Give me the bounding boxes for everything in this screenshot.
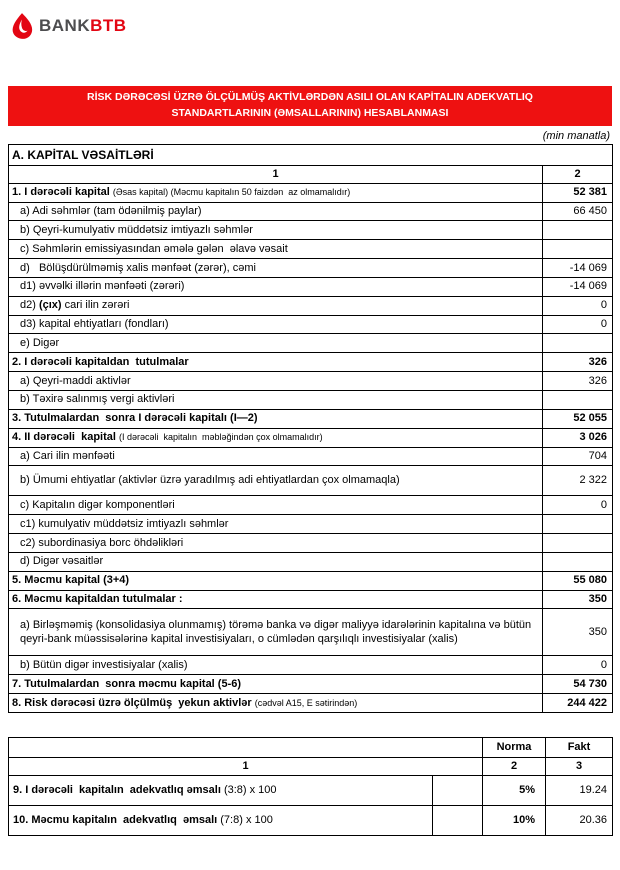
adequacy-table-body [9,737,613,835]
empty-cell [433,775,483,805]
row-label [9,390,543,409]
row-label [9,775,433,805]
table-row [9,675,613,694]
row-value: 2 322 [543,466,613,496]
row-value: 54 730 [543,675,613,694]
row-label-rest: (Əsas kapital) (Məcmu kapitalın 50 faizdən az olmamalıdır) [112,187,351,198]
row-label [9,447,543,466]
row-label-strong: 9. I dərəcəli kapitalın adekvatlıq əmsalı [13,783,224,796]
table-row [9,259,613,278]
table-row [9,296,613,315]
row-label [9,240,543,259]
row-label-plain: a) Adi səhmlər (tam ödənilmiş paylar) [20,205,202,218]
fakt-header: Fakt [546,737,613,757]
row-label-plain: c) Səhmlərin emissiyasından əmələ gələn əlavə vəsait [20,242,288,255]
table-row [9,390,613,409]
row-label-plain: d2) [20,299,39,312]
row-label-strong: 10. Məcmu kapitalın adekvatlıq əmsalı [13,813,221,826]
row-label [9,534,543,553]
adequacy-header-row [9,737,613,757]
row-value: 0 [543,656,613,675]
row-label-strong: (çıx) [38,299,62,312]
row-label [9,656,543,675]
row-value [543,240,613,259]
table-row [9,409,613,428]
row-label-plain: b) Bütün digər investisiyalar (xalis) [20,658,188,671]
row-label-rest: (I dərəcəli kapitalın məbləğindən çox olmamalıdır) [119,432,323,443]
table-row [9,590,613,609]
table-row [9,571,613,590]
row-value: 55 080 [543,571,613,590]
row-value: 52 055 [543,409,613,428]
row-label-rest: cari ilin zərəri [61,299,130,312]
row-label [9,296,543,315]
capital-table-body [9,144,613,712]
section-title: A. KAPİTAL VƏSAİTLƏRİ [9,144,613,165]
row-label-plain: b) Təxirə salınmış vergi aktivləri [20,393,175,406]
row-label-plain: c) Kapitalın digər komponentləri [20,498,175,511]
row-label [9,315,543,334]
flame-icon [10,12,34,40]
table-row [9,447,613,466]
row-label [9,694,543,713]
row-label-plain: a) Qeyri-maddi aktivlər [20,374,131,387]
norma-value: 5% [483,775,546,805]
row-label [9,221,543,240]
row-label-plain: b) Qeyri-kumulyativ müddətsiz imtiyazlı səhmlər [20,223,253,236]
row-label [9,353,543,372]
row-label-plain: c1) kumulyativ müddətsiz imtiyazlı səhmlər [20,517,229,530]
table-row [9,805,613,835]
bank-logo [10,10,612,42]
table-row [9,694,613,713]
row-value: 0 [543,496,613,515]
row-label-plain: d3) kapital ehtiyatları (fondları) [20,318,169,331]
fakt-value: 19.24 [546,775,613,805]
table-row [9,534,613,553]
row-value: 52 381 [543,183,613,202]
row-label-strong: 7. Tutulmalardan sonra məcmu kapital (5-6) [12,677,242,690]
row-label [9,552,543,571]
row-label [9,334,543,353]
table-row [9,466,613,496]
column-header-1: 1 [9,165,543,183]
table-row [9,315,613,334]
capital-table [8,144,613,713]
row-label [9,428,543,447]
colnum-3: 3 [546,757,613,775]
adequacy-table [8,737,613,836]
table-row [9,515,613,534]
row-label [9,805,433,835]
row-label [9,259,543,278]
row-label-rest: (3:8) x 100 [223,783,277,796]
row-value: 0 [543,315,613,334]
table-row [9,775,613,805]
unit-note: (min manatla) [542,129,610,142]
row-label-rest: (cədvəl A15, E sətirindən) [254,697,358,708]
row-label [9,496,543,515]
row-value: 350 [543,590,613,609]
row-label-plain: d) Digər vəsaitlər [20,555,104,568]
row-label [9,590,543,609]
report-title-line2: STANDARTLARININ (ƏMSALLARININ) HESABLANMASI [171,106,449,119]
row-label [9,202,543,221]
row-value: 3 026 [543,428,613,447]
row-label [9,277,543,296]
table-row [9,609,613,656]
colnum-2: 2 [483,757,546,775]
row-label [9,183,543,202]
table-row [9,202,613,221]
table-row [9,277,613,296]
table-row [9,221,613,240]
row-label-strong: 2. I dərəcəli kapitaldan tutulmalar [12,355,189,368]
colnum-1: 1 [9,757,483,775]
row-label [9,571,543,590]
row-label-rest: (7:8) x 100 [220,813,273,826]
column-header-2: 2 [543,165,613,183]
row-value: 244 422 [543,694,613,713]
row-value: 326 [543,353,613,372]
table-row [9,656,613,675]
table-row [9,183,613,202]
section-row [9,144,613,165]
table-row [9,334,613,353]
row-label-strong: 4. II dərəcəli kapital [12,431,119,444]
row-label [9,609,543,656]
row-value: 66 450 [543,202,613,221]
logo-text-bank: BANK [39,16,91,35]
column-header-row [9,165,613,183]
table-row [9,496,613,515]
report-title-banner [8,86,612,126]
row-value: 0 [543,296,613,315]
row-value [543,221,613,240]
adequacy-colnum-row [9,757,613,775]
table-row [9,428,613,447]
row-label-strong: 6. Məcmu kapitaldan tutulmalar : [12,593,183,606]
row-value [543,334,613,353]
table-row [9,552,613,571]
row-value: -14 069 [543,277,613,296]
norma-value: 10% [483,805,546,835]
row-label-plain: b) Ümumi ehtiyatlar (aktivlər üzrə yaradılmış adi ehtiyatlardan çox olmamaqla) [20,474,400,487]
table-row [9,372,613,391]
row-label-plain: d) Bölüşdürülməmiş xalis mənfəət (zərər), cəmi [20,261,256,274]
row-label [9,466,543,496]
norma-header: Norma [483,737,546,757]
row-label [9,675,543,694]
row-label-plain: a) Cari ilin mənfəəti [20,450,115,462]
row-value: -14 069 [543,259,613,278]
row-value: 326 [543,372,613,391]
row-label-strong: 1. I dərəcəli kapital [12,186,113,199]
table-row [9,240,613,259]
row-value [543,534,613,553]
row-value: 350 [543,609,613,656]
row-value [543,515,613,534]
row-label-plain: d1) əvvəlki illərin mənfəəti (zərəri) [20,280,185,293]
row-value: 704 [543,447,613,466]
row-value [543,552,613,571]
empty-cell [9,737,483,757]
row-label-strong: 3. Tutulmalardan sonra I dərəcəli kapitalı (I—2) [12,412,258,425]
logo-text-btb: BTB [90,16,127,35]
row-label-plain: e) Digər [20,336,60,349]
empty-cell [433,805,483,835]
fakt-value: 20.36 [546,805,613,835]
row-label [9,409,543,428]
row-label [9,372,543,391]
row-label-plain: a) Birləşməmiş (konsolidasiya olunmamış) törəmə banka və digər maliyyə idarələrinin kapitalına və bütün qeyri-bank müəssisələrinə kapital investisiyaları, o cümlədən qarşılıqlı investisiyalar (xalis) [20,618,535,646]
row-label [9,515,543,534]
row-label-strong: 8. Risk dərəcəsi üzrə ölçülmüş yekun aktivlər [12,696,255,709]
row-label-strong: 5. Məcmu kapital (3+4) [12,574,130,587]
row-value [543,390,613,409]
row-label-plain: c2) subordinasiya borc öhdəlikləri [20,536,184,549]
report-title-line1: RİSK DƏRƏCƏSİ ÜZRƏ ÖLÇÜLMÜŞ AKTİVLƏRDƏN ASILI OLAN KAPİTALIN ADEKVATLIQ [87,91,533,103]
table-row [9,353,613,372]
